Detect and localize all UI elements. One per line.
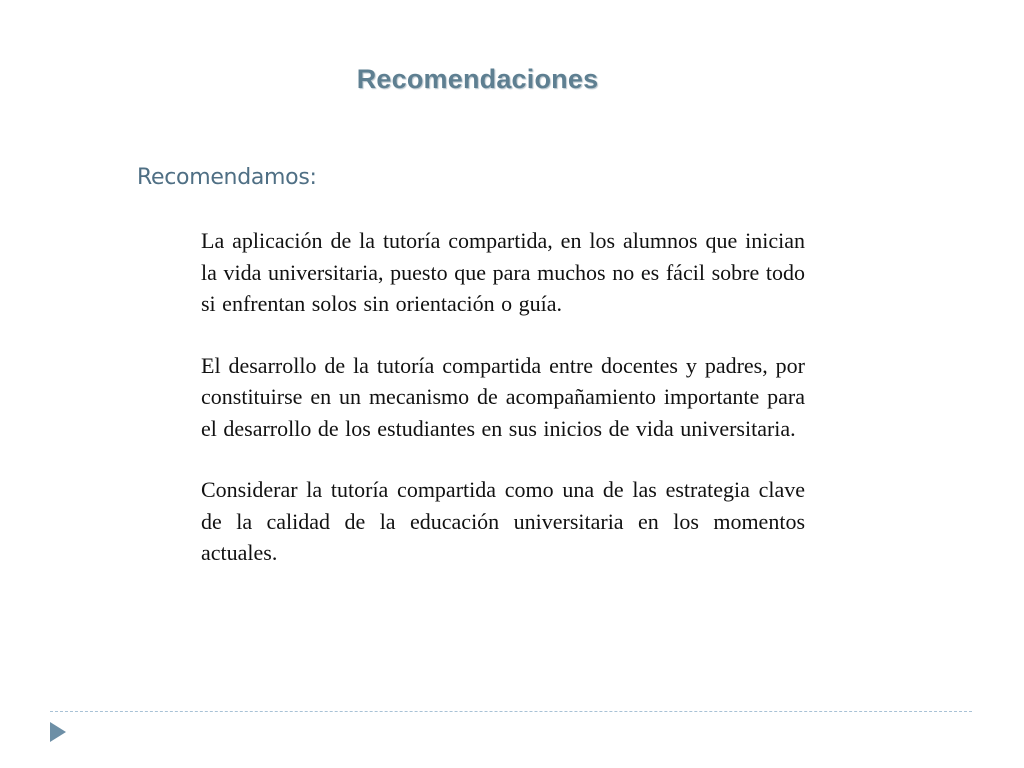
recommendations-body [201,225,805,599]
slide-subtitle: Recomendamos: [137,165,317,190]
slide-title: Recomendaciones [356,64,599,94]
triangle-right-icon [50,722,66,742]
recommendation-paragraph: El desarrollo de la tutoría compartida entre docentes y padres, por constituirse en un mecanismo de acompañamiento importante para el desarrollo de los estudiantes en sus inicios de vida universitaria. [201,352,805,441]
footer-divider [50,711,972,712]
recommendation-paragraph: La aplicación de la tutoría compartida, en los alumnos que inician la vida universitaria, puesto que para muchos no es fácil sobre todo si enfrentan solos sin orientación o guía. [201,228,805,316]
recommendation-paragraph: Considerar la tutoría compartida como una de las estrategia clave de la calidad de la educación universitaria en los momentos actuales. [201,477,805,565]
